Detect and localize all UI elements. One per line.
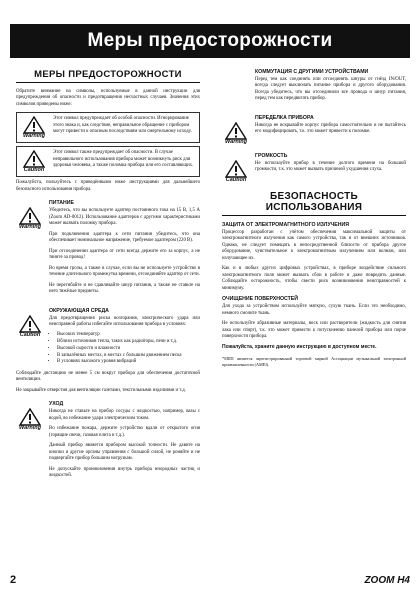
caution-box-text: Этот символ также предупреждает об опасности. В случае неправильного использования прибора может возникнуть риск для здоровья человека, а также поломка прибора или его составляющих. xyxy=(53,150,194,169)
power-text-3: При отсоединении адаптера от сети всегда держите его за корпус, а не тяните за провод! xyxy=(49,248,200,261)
warning-box-text: Этот символ предупреждает об особой опасности. Игнорирование этого знака и, как следствие, неправильное обращение с прибором могут привести к опасным последствиям или смертельному исходу. xyxy=(53,116,192,135)
warning-icon xyxy=(16,408,44,483)
page-footer xyxy=(10,574,410,586)
volume-heading: ГРОМКОСТЬ xyxy=(255,152,288,159)
midi-footnote: *MIDI является зарегистрированной торговой маркой Ассоциации музыкальной электронной промышленности (AMEI). xyxy=(222,356,406,368)
warning-caption: Warning xyxy=(23,133,45,140)
warning-icon xyxy=(222,122,250,145)
care-item: Не допускайте проникновения внутрь прибора инородных частиц и жидкостей. xyxy=(49,466,200,479)
volume-text: Не используйте прибор в течение долгого времени на большой громкости, т.к. это может вызвать причиной ухудшения слуха. xyxy=(255,160,406,173)
power-text-5: Не перегибайте и не сдавливайте шнур питания, а также не ставьте на него тяжёлые предметы. xyxy=(49,282,200,295)
care-item: Никогда не ставьте на прибор сосуды с жидкостью, например, вазы с водой, во избежание удара электрическим током. xyxy=(49,409,200,421)
warning-symbol-box xyxy=(16,112,200,143)
warning-icon xyxy=(20,116,48,139)
cleaning-heading: ОЧИЩЕНИЕ ПОВЕРХНОСТЕЙ xyxy=(222,296,298,303)
caution-caption: Caution xyxy=(23,167,45,174)
emi-heading: ЗАЩИТА ОТ ЭЛЕКТРОМАГНИТНОГО ИЗЛУЧЕНИЯ xyxy=(222,221,349,228)
environment-text: Для предотвращения риска возгорания, электрического удара или неисправной работы избегайте использования прибора в условиях: xyxy=(49,315,200,327)
environment-list xyxy=(49,332,200,366)
list-item: • Высоких температур xyxy=(57,332,200,339)
left-column xyxy=(16,66,200,489)
page-title: Меры предосторожности xyxy=(10,24,410,58)
care-entry xyxy=(16,398,200,483)
spacing-text-2: Не закрывайте отверстия для вентиляции газетами, текстильными изделиями и т.д. xyxy=(16,387,186,393)
power-caption: Warning xyxy=(19,224,41,231)
section-heading-safe-use: БЕЗОПАСНОСТЬ ИСПОЛЬЗОВАНИЯ xyxy=(222,188,406,216)
connect-text: Перед тем как соединять или отсоединять шнуры от гнёзд IN/OUT, всегда следует выключать питание прибора и другого оборудования. Всегда убедитесь, что вы отсоединили все провода и шнур питания, перед тем как передвигать прибор. xyxy=(255,77,406,102)
volume-entry xyxy=(222,150,406,183)
emi-text-1: Процессор разработан с учётом обеспечения максимальной защиты от электромагнитного излучения как самого устройства, так и от внешних источников. Однако, не следует помещать в непосредственной близости от прибора другое оборудование, чувствительное к электромагнитным излучениям или волнам, или излучающее их. xyxy=(222,229,406,261)
power-text-1: Убедитесь, что вы используете адаптер постоянного тока на 15 В, 1,5 А (Zoom AD-0012). Использование адаптеров с другими характеристиками может вызвать поломку прибора. xyxy=(49,208,200,227)
modify-entry xyxy=(222,112,406,145)
care-item: Во избежание пожара, держите устройство вдали от открытого огня (горящие свечи, газовая плита и т.д.). xyxy=(49,426,200,438)
page-number: 2 xyxy=(10,574,17,586)
warning-icon xyxy=(16,207,44,299)
follow-text: Пожалуйста, пользуйтесь с приведёнными ниже инструкциями для дальнейшего безопасного использования прибора. xyxy=(16,180,200,192)
environment-entry xyxy=(16,305,200,366)
caution-icon xyxy=(16,315,44,366)
connect-heading: КОММУТАЦИЯ С ДРУГИМИ УСТРОЙСТВАМИ xyxy=(255,69,369,75)
list-item: • Вблизи источников тепла, таких как радиаторы, печи и т.д. xyxy=(57,339,200,346)
caution-icon xyxy=(222,160,250,183)
list-item: • Высокой сырости и влажности xyxy=(57,346,200,353)
connect-entry xyxy=(222,66,406,107)
modify-text: Никогда не вскрывайте корпус прибора самостоятельно и не пытайтесь его модифицировать, т.к. это может привести к поломке. xyxy=(255,122,406,135)
right-column xyxy=(222,66,406,371)
caution-icon xyxy=(20,150,48,173)
care-caption: Warning xyxy=(19,425,41,432)
environment-caption: Caution xyxy=(19,331,41,338)
power-text-4: Во время грозы, а также в случае, если вы не используете устройство в течение длительного промежутка времени, отсоединяйте адаптер от сети. xyxy=(49,265,200,278)
keep-manual-note: Пожалуйста, храните данную инструкцию в доступном месте. xyxy=(222,344,377,351)
modify-heading: ПЕРЕДЕЛКА ПРИБОРА xyxy=(255,114,314,121)
care-item: Данный прибор является прибором высокой точности. Не давите на кнопки и другие органы управления с большой силой, не роняйте и не подвергайте прибор большим нагрузкам. xyxy=(49,443,200,462)
caution-symbol-box xyxy=(16,146,200,177)
power-text-2: При подключении адаптера к сети питания убедитесь, что она обеспечивает номинальное напряжение, требуемое адаптером (220 В). xyxy=(49,231,200,244)
spacing-text: Соблюдайте дистанцию не менее 5 см вокруг прибора для обеспечения достаточной вентиляции. xyxy=(16,370,200,383)
list-item: • В запылённых местах, в местах с большим движением песка xyxy=(57,353,200,360)
care-heading: УХОД xyxy=(49,401,64,408)
modify-caption: Warning xyxy=(225,138,247,145)
environment-heading: ОКРУЖАЮЩАЯ СРЕДА xyxy=(49,307,109,314)
intro-text: Обратите внимание на символы, используемые в данной инструкции для предупреждения об опасности и предотвращения несчастных случаев. Значения этих символов приведены ниже: xyxy=(16,89,200,107)
section-heading-precautions: МЕРЫ ПРЕДОСТОРОЖНОСТИ xyxy=(16,66,200,83)
volume-caption: Caution xyxy=(225,176,247,183)
cleaning-text-1: Для ухода за устройством используйте мягкую, сухую ткань. Если это необходимо, немного смочите ткань. xyxy=(222,304,406,316)
cleaning-text-2: Не используйте абразивные материалы, воск или растворители (жидкость для снятия лака или спирт), т.к. это может привести к потускнению панелей прибора или порче поверхности прибора. xyxy=(222,321,406,339)
brand-label: ZOOM H4 xyxy=(364,574,410,586)
emi-text-2: Как и в любых других цифровых устройствах, в приборе воздействие сильного электромагнитного поля может вызвать сбои в работе и даже повредить данные. Соблюдайте осторожность, чтобы свести риск возникновения неисправностей к минимуму. xyxy=(222,266,406,291)
power-entry xyxy=(16,197,200,299)
list-item: • В условиях высокого уровня вибраций xyxy=(57,359,200,366)
power-heading: ПИТАНИЕ xyxy=(49,200,74,207)
